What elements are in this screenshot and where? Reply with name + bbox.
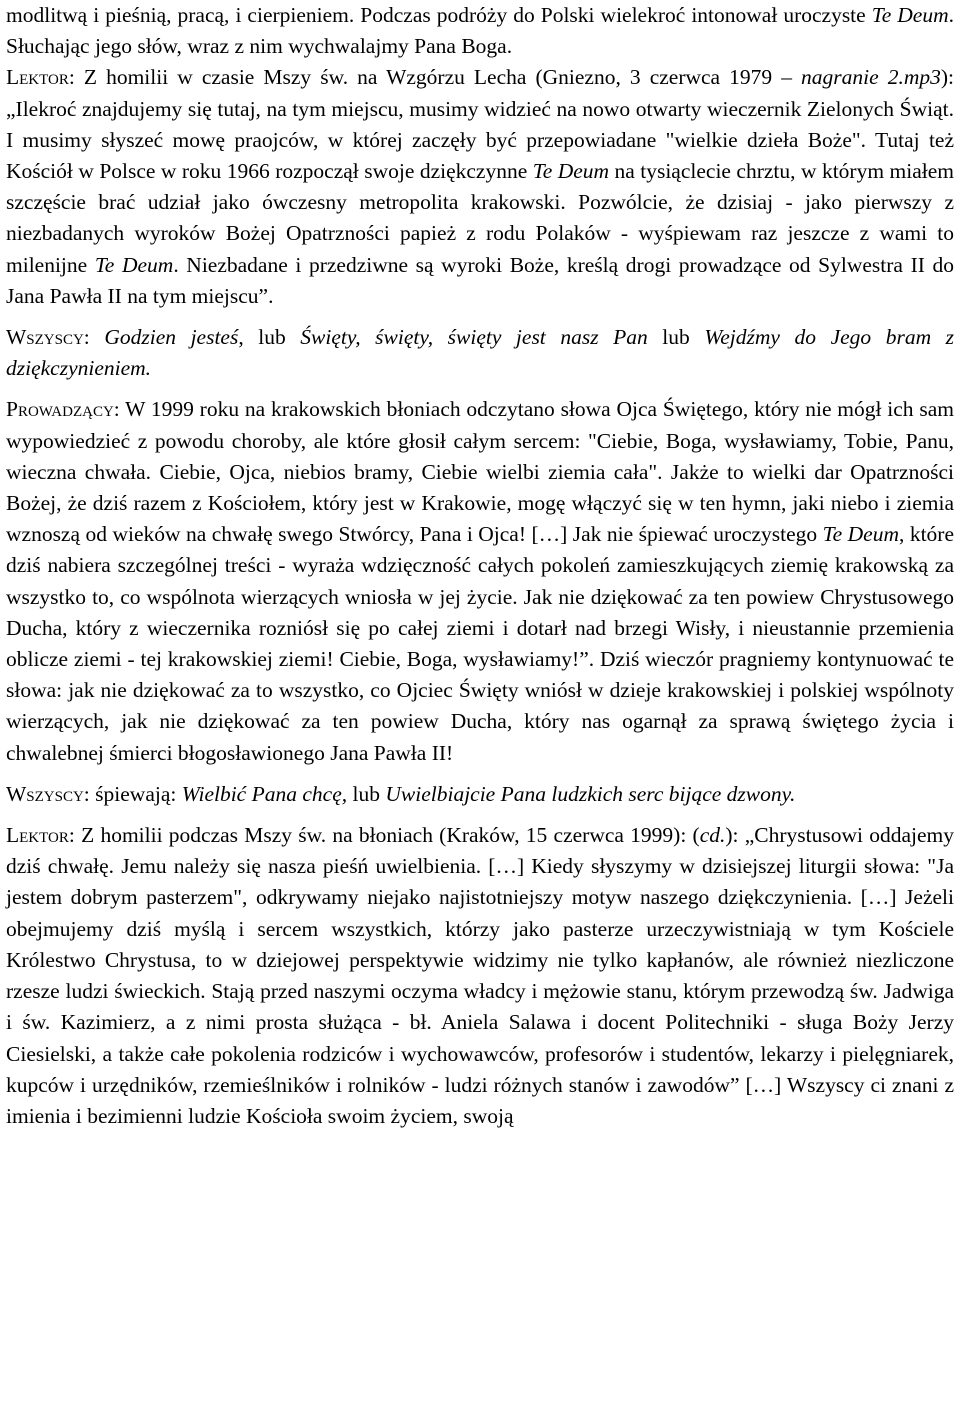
- speaker-label: Wszyscy:: [6, 325, 90, 350]
- text: śpiewają:: [89, 781, 182, 806]
- italic-text: Wejdźmy do Jego bram z dziękczynieniem.: [6, 325, 955, 381]
- italic-text: nagranie 2.mp3: [801, 65, 941, 90]
- speaker-label: Prowadzący:: [6, 397, 120, 422]
- text: lub: [647, 325, 705, 350]
- text: Z homilii w czasie Mszy św. na Wzgórzu Lecha (Gniezno, 3 czerwca 1979 –: [74, 65, 802, 90]
- text: Z homilii podczas Mszy św. na błoniach (Kraków, 15 czerwca 1999): (: [74, 823, 700, 848]
- paragraph-wszyscy-1: [6, 322, 954, 384]
- paragraph-prowadzacy: [6, 394, 954, 768]
- italic-text: Święty, święty, święty jest nasz Pan: [300, 325, 648, 350]
- italic-text: Godzien jesteś: [104, 325, 239, 350]
- italic-text: Te Deum: [532, 159, 610, 184]
- italic-text: Te Deum: [871, 3, 949, 27]
- text: modlitwą i pieśnią, pracą, i cierpieniem. Podczas podróży do Polski wielekroć intonował uroczyste: [6, 3, 872, 27]
- paragraph-lektor-1: [6, 62, 954, 312]
- text: . Niezbadane i przedziwne są wyroki Boże, kreślą drogi prowadzące od Sylwestra II do Jana Pawła II na tym miejscu”.: [6, 252, 955, 308]
- text: lub: [347, 781, 386, 806]
- text: na tysiąclecie chrztu, w którym miałem szczęście brać udział jako ówczesny metropolita krakowski. Pozwólcie, że dzisiaj - jako pierwszy z niezbadanych wyroków Bożej Opatrzności papież z rodu Polaków - wyśpiewam raz jeszcze z wami to milenijne: [6, 159, 954, 277]
- document-page: [6, 0, 954, 1132]
- text: , lub: [238, 325, 301, 350]
- italic-text: Te Deum: [94, 252, 174, 277]
- italic-text: Uwielbiajcie Pana ludzkich serc bijące dzwony.: [385, 781, 796, 806]
- paragraph-lektor-2: [6, 820, 954, 1132]
- italic-text: Wielbić Pana chcę,: [181, 781, 348, 806]
- text: ): „Chrystusowi oddajemy dziś chwałę. Jemu należy się nasza pieśń uwielbienia. […] Kiedy słyszymy w dzisiejszej liturgii słowa: "Ja jestem dobrym pasterzem", odkrywamy niejako najistotniejszy motyw naszego dziękczynienia. […] Jeżeli obejmujemy dziś myślą i sercem wszystkich, którzy jako pasterze urzeczywistniają w tym Kościele Królestwo Chrystusa, to w dziejowej perspektywie widzimy nie tylko kapłanów, ale również niezliczone rzesze ludzi świeckich. Stają przed naszymi oczyma władcy i mężowie stanu, którym przewodzą św. Jadwiga i św. Kazimierz, a z nimi prosta służąca - bł. Aniela Salawa i docent Politechniki - sługa Boży Jerzy Ciesielski, a także całe pokolenia rodziców i wychowawców, profesorów i studentów, lekarzy i pielęgniarek, kupców i urzędników, rzemieślników i rolników - ludzi różnych stanów i zawodów” […] Wszyscy ci znani z imienia i bezimienni ludzie Kościoła swoim życiem, swoją: [6, 823, 954, 1128]
- paragraph-intro: [6, 0, 954, 62]
- italic-text: Te Deum: [822, 522, 899, 547]
- speaker-label: Lektor:: [6, 823, 75, 848]
- speaker-label: Lektor:: [6, 65, 75, 90]
- italic-text: cd.: [699, 823, 726, 848]
- text: , które dziś nabiera szczególnej treści - wyraża wdzięczność całych pokoleń zamieszkujących ziemię krakowską za wszystko to, co wspólnota wierzących wniosła w jej życie. Jak nie dziękować za ten powiew Chrystusowego Ducha, który z wieczernika rozniósł się po całej ziemi i dotarł nad brzegi Wisły, i nieustannie przemienia oblicze ziemi - tej krakowskiej ziemi! Ciebie, Boga, wysławiamy!”. Dziś wieczór pragniemy kontynuować te słowa: jak nie dziękować za to wszystko, co Ojciec Święty wniósł w dzieje krakowskiej i polskiej wspólnoty wierzących, jak nie dziękować za ten powiew Ducha, który nas ogarnął za sprawą świętego życia i chwalebnej śmierci błogosławionego Jana Pawła II!: [6, 522, 954, 765]
- speaker-label: Wszyscy:: [6, 781, 90, 806]
- text: ): „Ilekroć znajdujemy się tutaj, na tym miejscu, musimy widzieć na nowo otwarty wieczernik Zielonych Świąt. I musimy słyszeć mowę praojców, w której zaczęły być przepowiadane "wielkie dzieła Boże". Tutaj też Kościół w Polsce w roku 1966 rozpoczął swoje dziękczynne: [6, 65, 954, 184]
- text: W 1999 roku na krakowskich błoniach odczytano słowa Ojca Świętego, który nie mógł ich sam wypowiedzieć z powodu choroby, ale które głosił całym sercem: "Ciebie, Boga, wysławiamy, Tobie, Panu, wieczna chwała. Ciebie, Ojca, niebios bramy, Ciebie wielbi ziemia cała". Jakże to wielki dar Opatrzności Bożej, że dziś razem z Kościołem, który jest w Krakowie, mogę włączyć się w ten hymn, jaki niebo i ziemia wznoszą od wieków na chwałę swego Stwórcy, Pana i Ojca! […] Jak nie śpiewać uroczystego: [6, 397, 954, 547]
- text: . Słuchając jego słów, wraz z nim wychwalajmy Pana Boga.: [6, 3, 954, 59]
- paragraph-wszyscy-2: [6, 779, 954, 810]
